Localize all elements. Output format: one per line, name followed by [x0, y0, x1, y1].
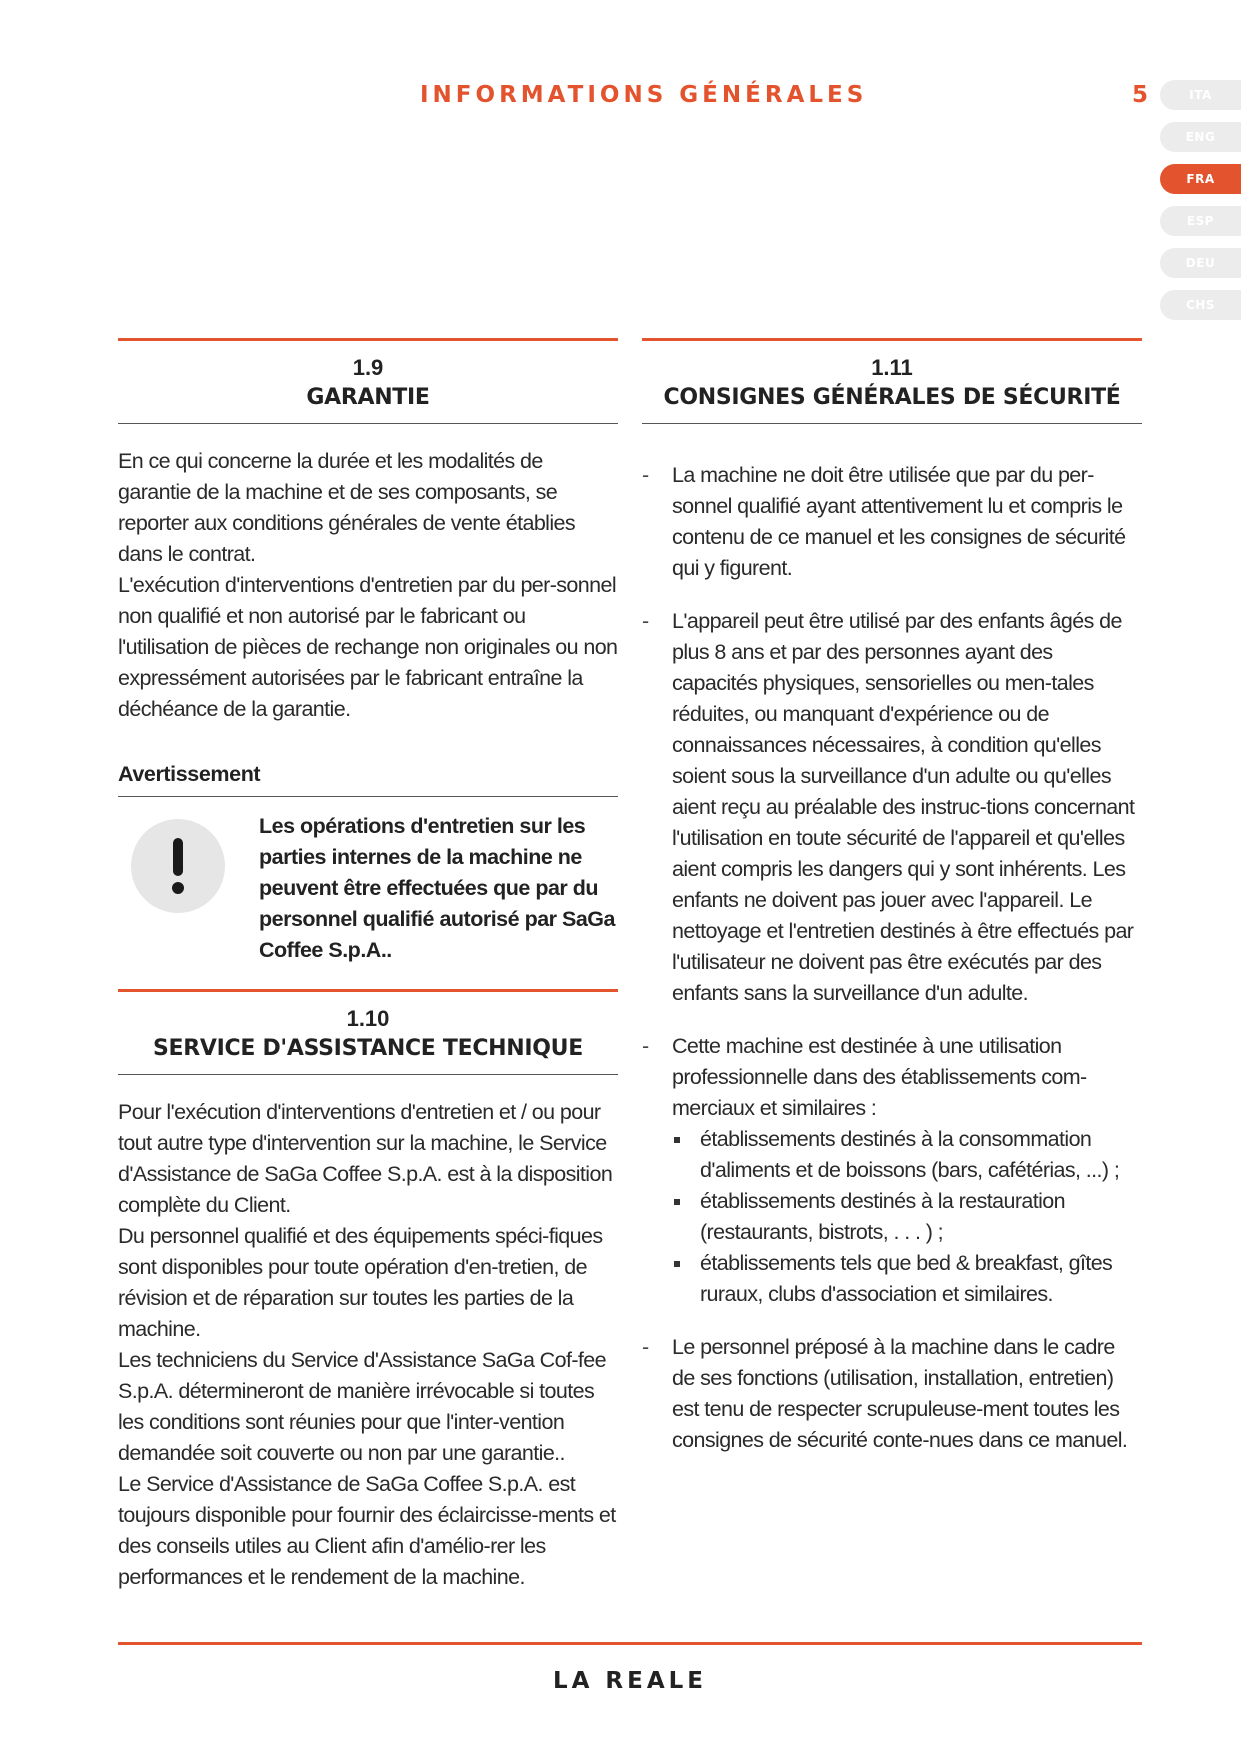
sublist-item-text: établissements tels que bed & breakfast, gîtes ruraux, clubs d'association et similaires. — [700, 1251, 1113, 1306]
language-tab-eng[interactable]: ENG — [1160, 122, 1241, 152]
sublist-item-text: établissements destinés à la consommation d'aliments et de boissons (bars, cafétérias, ...) ; — [700, 1127, 1120, 1182]
dash-marker: - — [642, 609, 650, 633]
list-item-text: Le personnel préposé à la machine dans le cadre de ses fonctions (utilisation, installation, entretien) est tenu de respecter scrupuleuse-ment toutes les consignes de sécurité conte-nues dans ce manuel. — [672, 1335, 1128, 1452]
sublist-item-text: établissements destinés à la restauration (restaurants, bistrots, . . . ) ; — [700, 1189, 1066, 1244]
paragraph: Du personnel qualifié et des équipements spéci-fiques sont disponibles pour toute opération d'en-tretien, de révision et de réparation sur toutes les parties de la machine. — [118, 1224, 603, 1341]
list-item — [642, 460, 1142, 584]
list-item-text: L'appareil peut être utilisé par des enfants âgés de plus 8 ans et par des personnes ayant des capacités physiques, sensorielles ou men-tales réduites, ou manquant d'expérience ou de connaissances nécessaires, à condition qu'elles soient sous la surveillance d'un adulte ou qu'elles aient reçu au préalable des instruc-tions concernant l'utilisation en toute sécurité de l'appareil et qu'elles aient compris les dangers qui y sont inhérents. Les enfants ne doivent pas jouer avec l'appareil. Le nettoyage et l'entretien destinés à être effectués par l'utilisateur ne doivent pas être exécutés par des enfants sans la surveillance d'un adulte. — [672, 609, 1135, 1005]
section-heading-1-9 — [118, 338, 618, 424]
section-title: SERVICE D'ASSISTANCE TECHNIQUE — [153, 1036, 583, 1061]
service-text — [118, 1097, 618, 1593]
paragraph: Les techniciens du Service d'Assistance SaGa Cof-fee S.p.A. détermineront de manière irrévocable si toutes les conditions sont réunies pour que l'inter-vention demandée soit couverte ou non par une garantie.. — [118, 1348, 606, 1465]
section-heading-1-11 — [642, 338, 1142, 424]
warning-box — [118, 797, 618, 989]
section-title: CONSIGNES GÉNÉRALES DE SÉCURITÉ — [663, 385, 1121, 410]
list-item-text: La machine ne doit être utilisée que par du per-sonnel qualifié ayant attentivement lu et compris le contenu de ce manuel et les consignes de sécurité qui y figurent. — [672, 463, 1126, 580]
language-tab-fra[interactable]: FRA — [1160, 164, 1241, 194]
language-tab-ita[interactable]: ITA — [1160, 80, 1241, 110]
paragraph: Pour l'exécution d'interventions d'entretien et / ou pour tout autre type d'intervention sur la machine, le Service d'Assistance de SaGa Coffee S.p.A. est à la disposition complète du Client. — [118, 1100, 613, 1217]
list-item — [642, 606, 1142, 1009]
warranty-text — [118, 446, 618, 725]
left-column — [118, 338, 618, 1593]
paragraph: L'exécution d'interventions d'entretien par du per-sonnel non qualifié et non autorisé par le fabricant ou l'utilisation de pièces de rechange non originales ou non expressément autorisées par le fabricant entraîne la déchéance de la garantie. — [118, 573, 618, 721]
dash-marker: - — [642, 463, 650, 487]
right-column — [642, 338, 1142, 1478]
square-bullet-icon — [674, 1137, 680, 1143]
page-number: 5 — [1131, 82, 1148, 108]
list-item — [642, 1332, 1142, 1456]
section-title: GARANTIE — [306, 385, 430, 410]
footer-divider — [118, 1642, 1142, 1645]
establishment-sublist — [672, 1124, 1142, 1310]
paragraph: En ce qui concerne la durée et les modalités de garantie de la machine et de ses composants, se reporter aux conditions générales de vente établies dans le contrat. — [118, 449, 576, 566]
square-bullet-icon — [674, 1261, 680, 1267]
exclamation-icon — [131, 819, 225, 913]
footer-brand: LA REALE — [552, 1668, 708, 1694]
list-item-text: Cette machine est destinée à une utilisation professionnelle dans des établissements com-merciaux et similaires : — [672, 1034, 1087, 1120]
language-tab-chs[interactable]: CHS — [1160, 290, 1241, 320]
section-heading-1-10 — [118, 989, 618, 1075]
language-tab-esp[interactable]: ESP — [1160, 206, 1241, 236]
section-number: 1.10 — [346, 1006, 390, 1031]
paragraph: Le Service d'Assistance de SaGa Coffee S.p.A. est toujours disponible pour fournir des éclaircisse-ments et des conseils utiles au Client afin d'amélio-rer les performances et le rendement de la machine. — [118, 1472, 616, 1589]
list-item — [642, 1031, 1142, 1310]
language-tabs — [1160, 80, 1241, 332]
dash-marker: - — [642, 1034, 650, 1058]
section-number: 1.9 — [352, 355, 384, 380]
sublist-item — [672, 1186, 1142, 1248]
language-tab-deu[interactable]: DEU — [1160, 248, 1241, 278]
dash-marker: - — [642, 1335, 650, 1359]
warning-label: Avertissement — [118, 759, 618, 797]
page-header-title: INFORMATIONS GÉNÉRALES — [420, 82, 868, 108]
sublist-item — [672, 1248, 1142, 1310]
square-bullet-icon — [674, 1199, 680, 1205]
sublist-item — [672, 1124, 1142, 1186]
warning-text: Les opérations d'entretien sur les parties internes de la machine ne peuvent être effectuées que par du personnel qualifié autorisé par SaGa Coffee S.p.A.. — [259, 814, 615, 962]
section-number: 1.11 — [871, 355, 913, 380]
safety-list — [642, 460, 1142, 1456]
